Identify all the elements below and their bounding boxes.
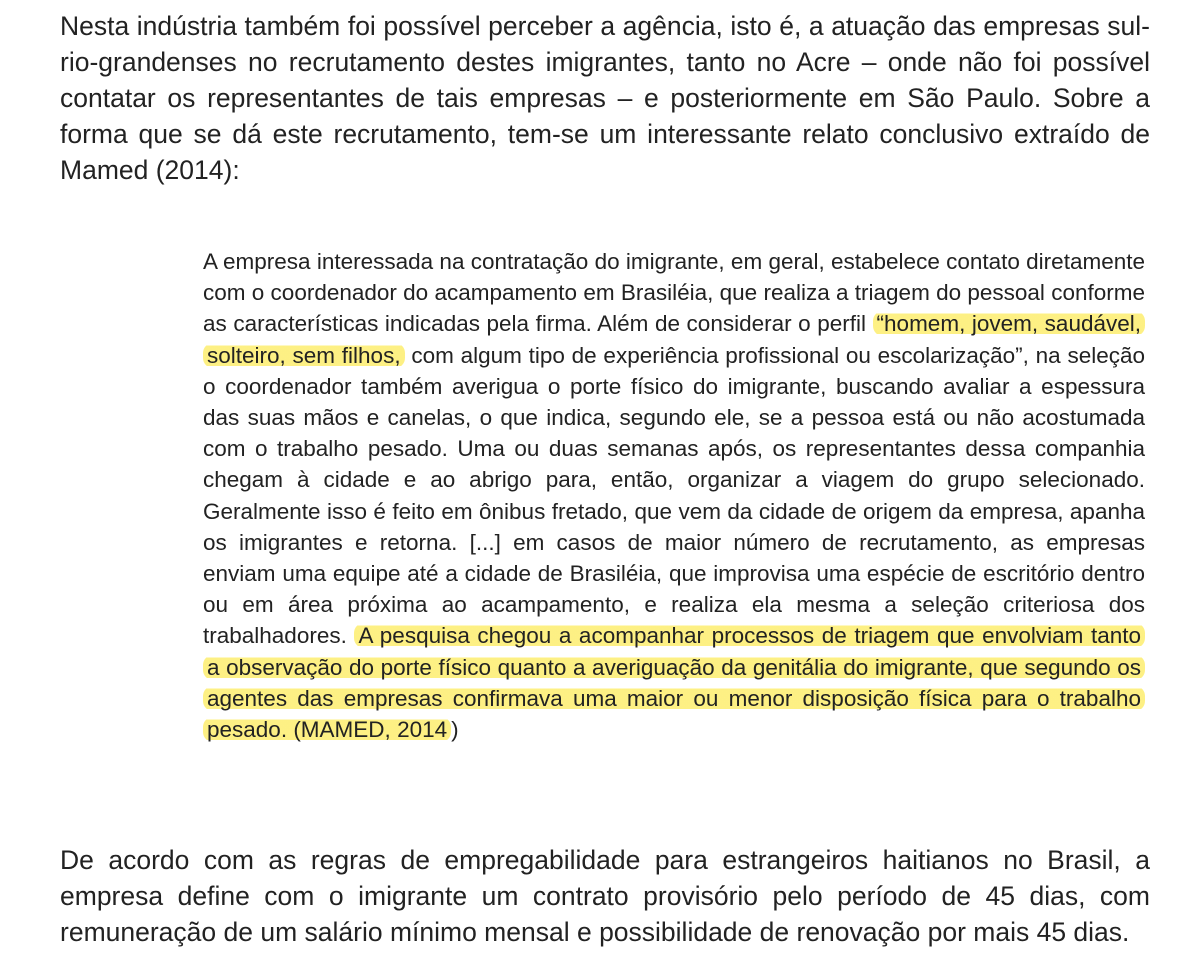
highlighted-profile-phrase: “homem, jovem, saudável, solteiro, sem filhos, [203, 311, 1145, 367]
highlighted-research-passage: A pesquisa chegou a acompanhar processos de triagem que envolviam tanto a observação do porte físico quanto a averiguação da genitália do imigrante, que segundo os agentes das empresas confirmava uma maior ou menor disposição física para o trabalho pesado. (MAMED, 2014 [203, 623, 1145, 742]
intro-paragraph: Nesta indústria também foi possível perceber a agência, isto é, a atuação das empresas sul-rio-grandenses no recrutamento destes imigrantes, tanto no Acre – onde não foi possível contatar os representantes de tais empresas – e posteriormente em São Paulo. Sobre a forma que se dá este recrutamento, tem-se um interessante relato conclusivo extraído de Mamed (2014): [60, 11, 1150, 185]
quote-text-part-2: com algum tipo de experiência profissional ou escolarização”, na seleção o coordenador também averigua o porte físico do imigrante, buscando avaliar a espessura das suas mãos e canelas, o que indica, segundo ele, se a pessoa está ou não acostumada com o trabalho pesado. Uma ou duas semanas após, os representantes dessa companhia chegam à cidade e ao abrigo para, então, organizar a viagem do grupo selecionado. Geralmente isso é feito em ônibus fretado, que vem da cidade de origem da empresa, apanha os imigrantes e retorna. [...] em casos de maior número de recrutamento, as empresas enviam uma equipe até a cidade de Brasiléia, que improvisa uma espécie de escritório dentro ou em área próxima ao acampamento, e realiza ela mesma a seleção criteriosa dos trabalhadores. [203, 342, 1145, 649]
block-quote [203, 246, 1145, 745]
quote-closing-paren: ) [451, 717, 459, 743]
quote-text-part-1: A empresa interessada na contratação do imigrante, em geral, estabelece contato diretamente com o coordenador do acampamento em Brasiléia, que realiza a triagem do pessoal conforme as características indicadas pela firma. Além de considerar o perfil [203, 249, 1145, 337]
closing-paragraph: De acordo com as regras de empregabilidade para estrangeiros haitianos no Brasil, a empresa define com o imigrante um contrato provisório pelo período de 45 dias, com remuneração de um salário mínimo mensal e possibilidade de renovação por mais 45 dias. [60, 845, 1150, 947]
